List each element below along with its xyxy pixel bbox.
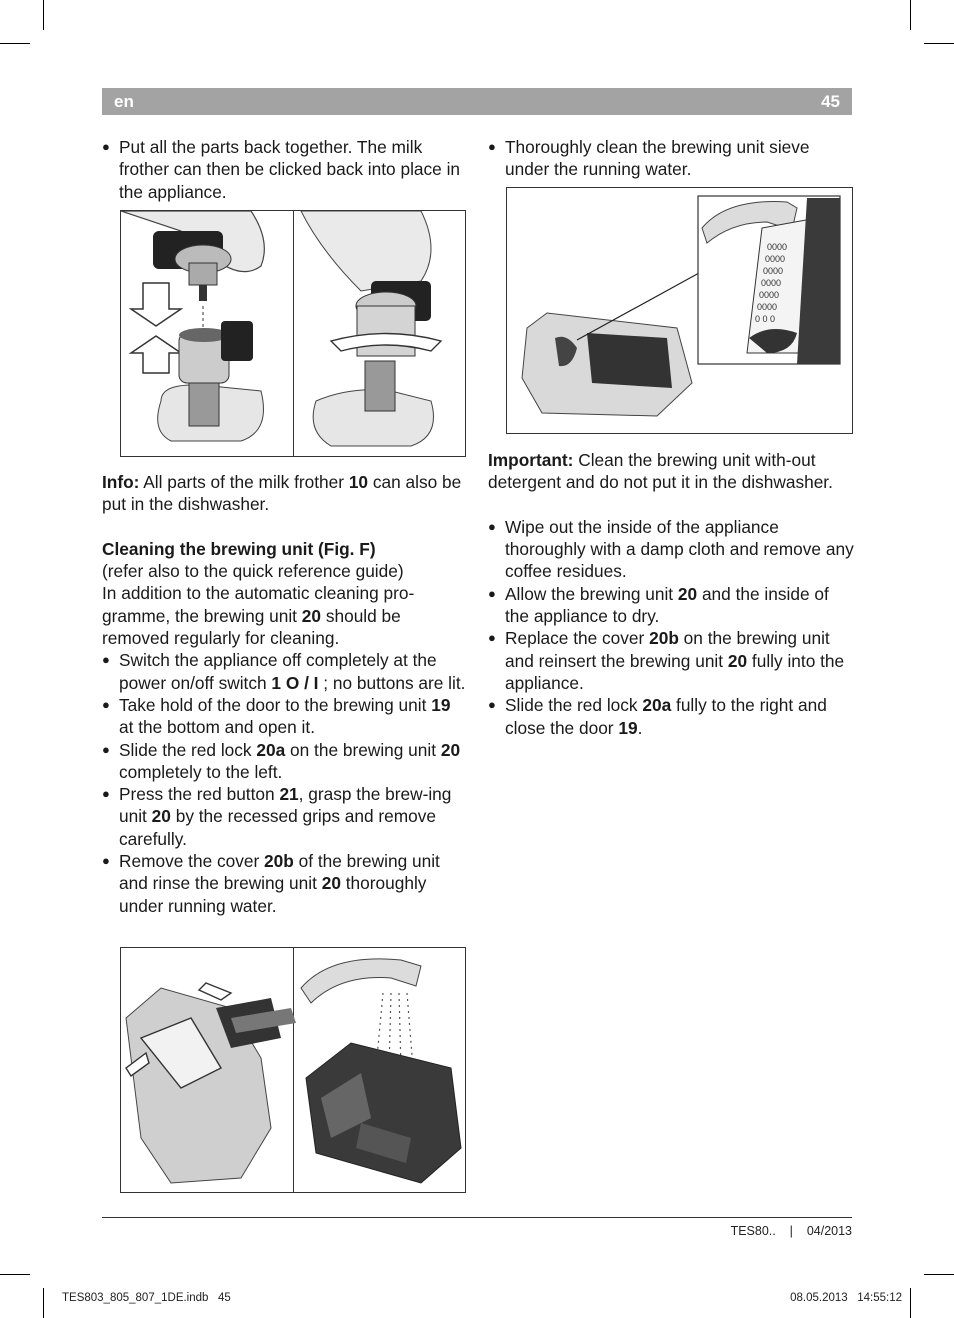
edition-date: 04/2013: [806, 1224, 852, 1238]
bullet-item: ● Take hold of the door to the brewing unit 19 at the bottom and open it.: [102, 694, 468, 739]
bullet-item: ● Switch the appliance off completely at the power on/off switch 1 O / I ; no buttons are lit.: [102, 649, 468, 694]
svg-text:0000: 0000: [759, 290, 780, 300]
svg-text:0000: 0000: [757, 302, 778, 312]
crop-mark: [43, 1288, 44, 1318]
svg-text:0000: 0000: [761, 278, 782, 288]
svg-text:0000: 0000: [767, 242, 788, 252]
crop-mark: [43, 0, 44, 30]
bullet-item: ● Replace the cover 20b on the brewing unit and reinsert the brewing unit 20 fully into the appliance.: [488, 627, 854, 694]
figure-milk-frother: [120, 210, 466, 457]
bullet-item: ● Slide the red lock 20a on the brewing unit 20 completely to the left.: [102, 739, 468, 784]
language-code: en: [114, 92, 134, 111]
page-footer: [731, 1224, 852, 1238]
right-main-text: [488, 449, 854, 739]
right-top-text: [488, 136, 854, 181]
footer-separator: |: [789, 1224, 793, 1238]
crop-mark: [924, 1274, 954, 1275]
left-main-text: [102, 471, 468, 917]
refer-line: (refer also to the quick reference guide): [102, 561, 404, 582]
milk-frother-illustration: [121, 211, 465, 456]
bullet-item: ● Allow the brewing unit 20 and the inside of the appliance to dry.: [488, 583, 854, 628]
bullet-item: ● Put all the parts back together. The milk frother can then be clicked back into place in the appliance.: [102, 136, 468, 203]
brewing-unit-rinse-illustration: [121, 948, 465, 1192]
left-top-text: [102, 136, 468, 203]
svg-text:0000: 0000: [763, 266, 784, 276]
figure-brewing-unit-rinse: [120, 947, 466, 1193]
section-heading: Cleaning the brewing unit (Fig. F): [102, 538, 376, 559]
sieve-cleaning-illustration: [507, 188, 852, 433]
footer-rule: [102, 1217, 852, 1218]
crop-mark: [924, 43, 954, 44]
bullet-item: ● Thoroughly clean the brewing unit sieve under the running water.: [488, 136, 854, 181]
important-paragraph: Important: Clean the brewing unit with-out detergent and do not put it in the dishwasher.: [488, 450, 833, 493]
page-number: 45: [821, 92, 840, 111]
svg-text:0000: 0000: [765, 254, 786, 264]
model-number: TES80..: [730, 1224, 776, 1238]
figure-sieve-cleaning: [506, 187, 853, 434]
page-header: [102, 88, 852, 115]
info-paragraph: Info: All parts of the milk frother 10 can also be put in the dishwasher.: [102, 472, 462, 515]
bullet-item: ● Press the red button 21, grasp the brew-ing unit 20 by the recessed grips and remove carefully.: [102, 783, 468, 850]
print-slug-timestamp: 08.05.2013 14:55:12: [790, 1292, 902, 1304]
intro-paragraph: In addition to the automatic cleaning pro-gramme, the brewing unit 20 should be removed regularly for cleaning.: [102, 583, 415, 649]
bullet-item: ● Remove the cover 20b of the brewing unit and rinse the brewing unit 20 thoroughly under running water.: [102, 850, 468, 917]
bullet-item: ● Slide the red lock 20a fully to the right and close the door 19.: [488, 694, 854, 739]
crop-mark: [910, 1288, 911, 1318]
svg-text:0 0 0: 0 0 0: [755, 314, 776, 324]
print-slug-file: TES803_805_807_1DE.indb 45: [62, 1292, 231, 1304]
bullet-item: ● Wipe out the inside of the appliance thoroughly with a damp cloth and remove any coffee residues.: [488, 516, 854, 583]
crop-mark: [0, 43, 30, 44]
crop-mark: [0, 1274, 30, 1275]
crop-mark: [910, 0, 911, 30]
